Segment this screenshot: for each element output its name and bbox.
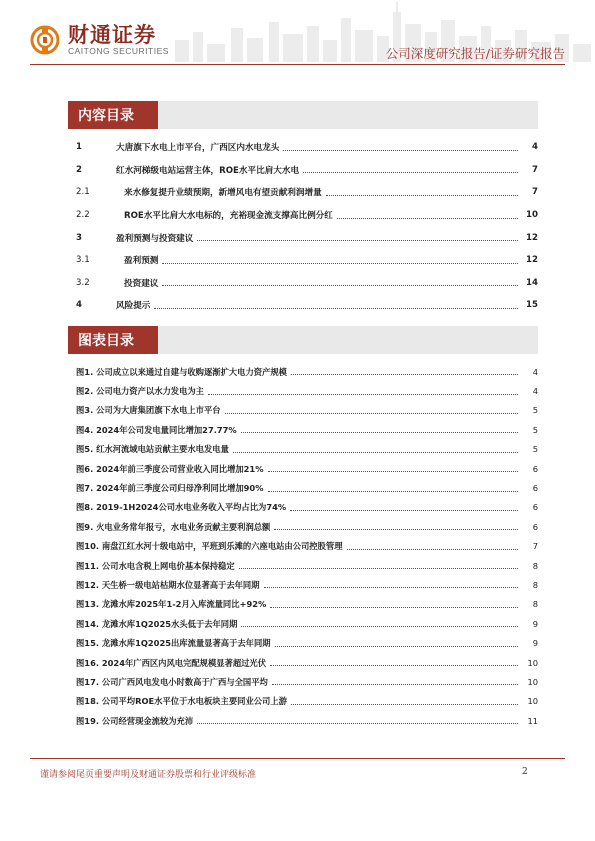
toc-entry-page: 12 [526,255,538,266]
toc-entry-number: 1 [76,142,82,153]
figure-entry-title[interactable]: 图8. 2019-1H2024公司水电业务收入平均占比为74% [76,502,287,513]
toc-entry-title[interactable]: 大唐旗下水电上市平台，广西区内水电龙头 [116,143,280,154]
figure-entry[interactable] [68,692,538,711]
figure-heading-bar [158,326,538,354]
header-divider [30,64,565,65]
figure-entry[interactable] [68,595,538,614]
logo-english-name: CAITONG SECURITIES [68,46,169,56]
figure-entry[interactable] [68,537,538,556]
toc-entry-title[interactable]: 盈利预测与投资建议 [116,233,194,244]
toc-entry-number: 3.2 [76,277,90,288]
toc-entry[interactable] [68,204,538,227]
toc-entry-title[interactable]: ROE水平比肩大水电标的，充裕现金流支撑高比例分红 [124,211,333,222]
toc-entry-title[interactable]: 红水河梯级电站运营主体，ROE水平比肩大水电 [116,165,300,176]
toc-entry-number: 3 [76,232,82,243]
document-type-label: 公司深度研究报告/证券研究报告 [385,46,565,61]
figure-entry[interactable] [68,711,538,730]
figure-entry-page: 6 [532,463,538,474]
caitong-logo-icon [30,25,60,55]
toc-entry-number: 2 [76,164,82,175]
toc-dot-leader [326,189,518,196]
figure-entry-title[interactable]: 图19. 公司经营现金流较为充沛 [76,715,194,726]
toc-dot-leader [337,212,518,219]
toc-entry-page: 7 [532,164,538,175]
figure-entry-page: 10 [527,696,538,707]
figure-dot-leader [208,388,518,395]
figure-dot-leader [264,581,518,588]
figure-dot-leader [270,659,518,666]
figure-entry-page: 8 [532,599,538,610]
figure-entry[interactable] [68,401,538,420]
toc-entry-page: 7 [532,187,538,198]
figure-entry[interactable] [68,517,538,536]
toc-dot-leader [283,144,518,151]
figure-dot-leader [241,426,518,433]
figure-entry-title[interactable]: 图15. 龙滩水库1Q2025出库流量显著高于去年同期 [76,638,271,649]
figure-dot-leader [270,601,518,608]
figure-entry-page: 9 [532,638,538,649]
toc-entry-title[interactable]: 投资建议 [124,278,159,289]
figure-entry-title[interactable]: 图2. 公司电力资产以水力发电为主 [76,386,204,397]
figure-entry-title[interactable]: 图18. 公司平均ROE水平位于水电板块主要同业公司上游 [76,696,287,707]
figure-dot-leader [241,620,518,627]
figure-entry-title[interactable]: 图14. 龙滩水库1Q2025水头低于去年同期 [76,618,238,629]
figure-entry-page: 10 [527,676,538,687]
toc-entry[interactable] [68,249,538,272]
figure-entry-title[interactable]: 图16. 2024年广西区内风电完配规模显著超过光伏 [76,657,267,668]
figure-entry-title[interactable]: 图9. 火电业务常年报亏，水电业务贡献主要利润总额 [76,521,271,532]
figure-entry-title[interactable]: 图5. 红水河流域电站贡献主要水电发电量 [76,444,229,455]
figure-entry-title[interactable]: 图6. 2024年前三季度公司营业收入同比增加21% [76,463,264,474]
toc-dot-leader [162,279,518,286]
toc-heading: 内容目录 [68,101,158,129]
figure-entry-page: 4 [532,366,538,377]
figure-dot-leader [272,678,518,685]
figure-entry[interactable] [68,478,538,497]
figure-dot-leader [274,523,518,530]
toc-entry[interactable] [68,136,538,159]
figure-dot-leader [291,698,518,705]
page-number: 2 [522,767,528,777]
figure-dot-leader [290,504,518,511]
toc-entry-page: 12 [526,232,538,243]
figure-entry-page: 6 [532,521,538,532]
toc-entry[interactable] [68,226,538,249]
figure-entry-title[interactable]: 图11. 公司水电含税上网电价基本保持稳定 [76,560,235,571]
figure-entry-title[interactable]: 图1. 公司成立以来通过自建与收购逐渐扩大电力资产规模 [76,366,287,377]
toc-entry-page: 14 [526,277,538,288]
figure-entry-page: 6 [532,483,538,494]
table-of-contents [68,136,538,317]
page-header [0,0,595,78]
toc-dot-leader [303,166,518,173]
figure-entry[interactable] [68,672,538,691]
figure-dot-leader [197,717,518,724]
figure-entry-page: 11 [527,715,538,726]
figure-entry[interactable] [68,459,538,478]
figure-entry-page: 8 [532,560,538,571]
figure-entry-title[interactable]: 图13. 龙滩水库2025年1-2月入库流量同比+92% [76,599,267,610]
toc-entry[interactable] [68,272,538,295]
figure-entry-page: 9 [532,618,538,629]
figure-entry-title[interactable]: 图7. 2024年前三季度公司归母净利同比增加90% [76,483,264,494]
logo-chinese-name: 财通证券 [68,23,156,47]
figure-entry-title[interactable]: 图4. 2024年公司发电量同比增加27.77% [76,424,237,435]
figure-entry[interactable] [68,440,538,459]
toc-entry-number: 2.1 [76,187,90,198]
figure-dot-leader [233,446,518,453]
toc-entry-number: 4 [76,300,82,311]
figure-entry[interactable] [68,498,538,517]
toc-entry-page: 10 [526,210,538,221]
toc-entry[interactable] [68,181,538,204]
figure-entry[interactable] [68,614,538,633]
figure-entry[interactable] [68,420,538,439]
figure-list-heading: 图表目录 [68,326,158,354]
figure-entry-page: 5 [532,444,538,455]
figure-entry-page: 6 [532,502,538,513]
footer-divider [30,758,565,759]
figure-entry-page: 8 [532,579,538,590]
figure-dot-leader [268,465,518,472]
toc-heading-bar [158,101,538,129]
figure-entry[interactable] [68,653,538,672]
figure-entry-title[interactable]: 图3. 公司为大唐集团旗下水电上市平台 [76,405,221,416]
figure-entry-page: 5 [532,424,538,435]
figure-entry-page: 7 [532,541,538,552]
figure-dot-leader [225,407,518,414]
company-logo [30,24,169,56]
toc-entry-number: 2.2 [76,210,90,221]
figure-entry-page: 5 [532,405,538,416]
toc-entry-page: 4 [532,142,538,153]
figure-dot-leader [268,485,518,492]
figure-dot-leader [347,543,519,550]
figure-entry[interactable] [68,633,538,652]
figure-entry-page: 4 [532,386,538,397]
figure-entry[interactable] [68,362,538,381]
footer-disclaimer: 谨请参阅尾页重要声明及财通证券股票和行业评级标准 [40,770,257,780]
toc-dot-leader [154,302,518,309]
figure-dot-leader [275,640,518,647]
figure-entry-title[interactable]: 图12. 天生桥一级电站枯期水位显著高于去年同期 [76,579,260,590]
toc-entry-number: 3.1 [76,255,90,266]
figure-entry[interactable] [68,381,538,400]
figure-list [68,362,538,730]
figure-entry[interactable] [68,556,538,575]
figure-entry-page: 10 [527,657,538,668]
toc-entry-title[interactable]: 来水修复提升业绩预期，新增风电有望贡献利润增量 [124,188,322,199]
figure-section-header [68,326,538,354]
toc-entry-title[interactable]: 盈利预测 [124,256,159,267]
figure-entry[interactable] [68,575,538,594]
toc-entry[interactable] [68,159,538,182]
toc-entry-page: 15 [526,300,538,311]
figure-dot-leader [291,368,518,375]
toc-entry[interactable] [68,294,538,317]
figure-entry-title[interactable]: 图17. 公司广西风电发电小时数高于广西与全国平均 [76,676,268,687]
toc-section-header [68,101,538,129]
toc-dot-leader [162,257,518,264]
toc-entry-title[interactable]: 风险提示 [116,301,151,312]
figure-dot-leader [239,562,518,569]
figure-entry-title[interactable]: 图10. 南盘江红水河十级电站中，平班到乐滩的六座电站由公司控股管理 [76,541,343,552]
toc-dot-leader [197,234,518,241]
